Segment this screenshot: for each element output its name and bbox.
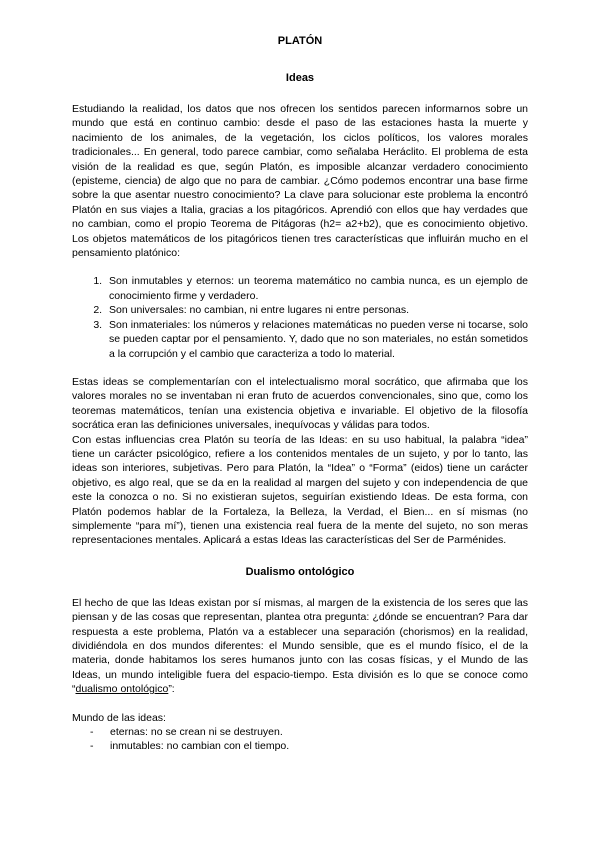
- paragraph-intro: Estudiando la realidad, los datos que nos ofrecen los sentidos parecen informarnos sobre un mundo que está en continuo cambio: desde el paso de las estaciones hasta la muerte y nacimiento de los animales, de la vegetación, los ciclos políticos, los valores morales tradicionales... En general, todo parece cambiar, como señalaba Heráclito. El problema de esta visión de la realidad es que, según Platón, es imposible alcanzar verdadero conocimiento (episteme, ciencia) de algo que no para de cambiar. ¿Cómo podemos encontrar una base firme sobre la que asentar nuestro conocimiento? La clave para solucionar este problema la encontró Platón en sus viajes a Italia, gracias a los pitagóricos. Aprendió con ellos que hay verdades que no cambian, como el propio Teorema de Pitágoras (h2= a2+b2), que es conocimiento objetivo. Los objetos matemáticos de los pitagóricos tienen tres características que influirán mucho en el pensamiento platónico:: [72, 103, 528, 260]
- paragraph-theory-of-ideas: Con estas influencias crea Platón su teoría de las Ideas: en su uso habitual, la palabra “idea” tiene un carácter psicológico, refiere a los contenidos mentales de un sujeto, y por lo tanto, las ideas son interiores, subjetivas. Pero para Platón, la “Idea” o “Forma” (eidos) tiene un carácter objetivo, es algo real, que se da en la realidad al margen del sujeto y con independencia de que este la conozca o no. Si no existieran sujetos, seguirían existiendo Ideas. De esta forma, con Platón podemos hablar de la Fortaleza, la Belleza, la Verdad, el Bien... en sí mismas (no simplemente “para mí”), tienen una existencia real fuera de la mente del sujeto, no son meras representaciones mentales. Aplicará a estas Ideas las características del Ser de Parménides.: [72, 433, 528, 547]
- paragraph-socratic: Estas ideas se complementarían con el intelectualismo moral socrático, que afirmaba que los valores morales no se inventaban ni eran fruto de acuerdos convencionales, sino que, como los teoremas matemáticos, tenían una existencia objetiva e invariable. El objetivo de la filosofía socrática eran las definiciones universales, inequívocas y válidas para todos.: [72, 375, 528, 432]
- section-heading-dualismo: Dualismo ontológico: [245, 565, 355, 578]
- list-item: 2. Son universales: no cambian, ni entre lugares ni entre personas.: [105, 303, 528, 317]
- dash-bullet: -: [90, 726, 94, 739]
- paragraph-dualism: [72, 596, 528, 697]
- characteristics-list: [72, 274, 528, 360]
- paragraph-text-end: ”:: [168, 683, 175, 696]
- dash-bullet: -: [90, 740, 94, 753]
- dualismo-link[interactable]: dualismo ontológico: [75, 683, 169, 696]
- list-item: 1. Son inmutables y eternos: un teorema matemático no cambia nunca, es un ejemplo de conocimiento firme y verdadero.: [105, 274, 528, 303]
- list-item: [90, 739, 528, 753]
- list-title: Mundo de las ideas:: [72, 711, 166, 724]
- list-item: 3. Son inmateriales: los números y relaciones matemáticas no pueden verse ni tocarse, solo se pueden captar por el pensamiento. Y, dado que no son materiales, no están sometidos a la corrupción y el cambio que caracteriza a todo lo material.: [105, 318, 528, 361]
- list-item: [90, 725, 528, 739]
- document-title: PLATÓN: [277, 35, 323, 47]
- ideas-world-list: [72, 725, 528, 754]
- section-heading-ideas: Ideas: [285, 72, 315, 84]
- list-item-text: eternas: no se crean ni se destruyen.: [110, 726, 283, 739]
- paragraph-text: El hecho de que las Ideas existan por sí mismas, al margen de la existencia de los seres que las piensan y de las cosas que representan, plantea otra pregunta: ¿dónde se encuentran? Para dar respuesta a este problema, Platón va a establecer una separación (chorismos) en la realidad, dividiéndola en dos mundos diferentes: el Mundo sensible, que es el mundo físico, el de la materia, donde habitamos los seres humanos junto con las cosas físicas, y el Mundo de las Ideas, un mundo inteligible fuera del espacio-tiempo. Esta división es lo que se conoce como “: [72, 596, 528, 696]
- list-item-text: inmutables: no cambian con el tiempo.: [110, 740, 290, 753]
- document-page: [72, 34, 528, 754]
